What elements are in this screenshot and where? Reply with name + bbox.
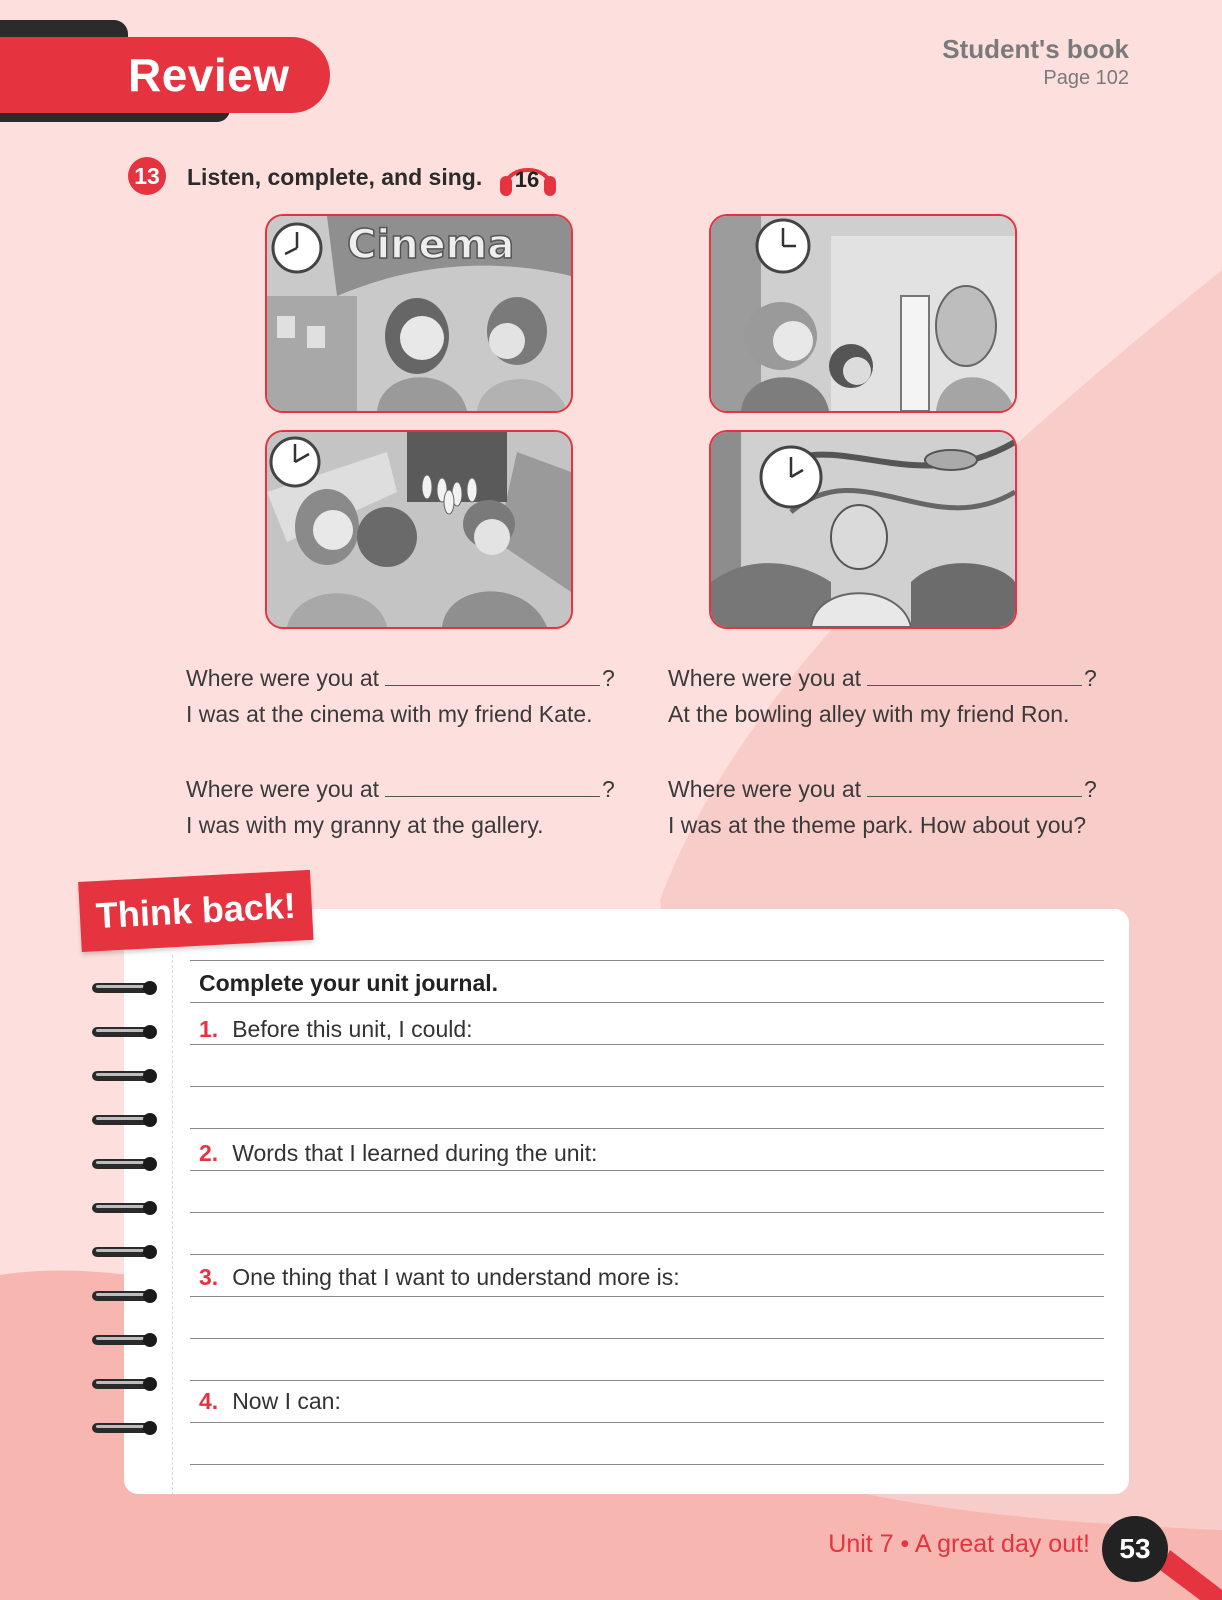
cinema-sign: Cinema: [347, 222, 515, 268]
journal-ruled-line[interactable]: [190, 1296, 1104, 1297]
journal-item-2: 2. Words that I learned during the unit:: [199, 1140, 598, 1166]
exercise-number: 13: [128, 157, 166, 195]
binding-ring-icon: [92, 1200, 158, 1216]
journal-ruled-line[interactable]: [190, 1212, 1104, 1213]
journal-ruled-line[interactable]: [190, 1422, 1104, 1423]
question-1: Where were you at ? I was at the cinema with my friend Kate.: [186, 660, 615, 732]
question-4: Where were you at ? I was at the theme park. How about you?: [668, 771, 1097, 843]
journal-item-4: 4. Now I can:: [199, 1388, 341, 1414]
question-3: Where were you at ? I was with my granny at the gallery.: [186, 771, 615, 843]
journal-ruled-line[interactable]: [190, 1128, 1104, 1129]
section-title: Review: [128, 49, 290, 101]
answer-blank[interactable]: [867, 774, 1082, 797]
bowling-picture: [265, 430, 573, 629]
page-ref: Page 102: [1043, 67, 1129, 89]
binding-ring-icon: [92, 1376, 158, 1392]
journal-ruled-line[interactable]: [190, 960, 1104, 961]
binding-ring-icon: [92, 1156, 158, 1172]
book-name: Student's book: [942, 34, 1129, 64]
binding-ring-icon: [92, 1332, 158, 1348]
question-prompt: Where were you at: [668, 665, 862, 691]
journal-ruled-line[interactable]: [190, 1044, 1104, 1045]
unit-footer: Unit 7 • A great day out!: [828, 1530, 1090, 1558]
binding-ring-icon: [92, 1420, 158, 1436]
question-prompt: Where were you at: [668, 776, 862, 802]
corner-stripe: [1160, 1540, 1222, 1600]
binding-ring-icon: [92, 1024, 158, 1040]
exercise-instruction: Listen, complete, and sing.: [187, 164, 483, 190]
review-tab: [0, 37, 330, 113]
answer-blank[interactable]: [385, 774, 600, 797]
answer-line: At the bowling alley with my friend Ron.: [668, 701, 1070, 727]
journal-item-1: 1. Before this unit, I could:: [199, 1016, 473, 1042]
binding-ring-icon: [92, 1244, 158, 1260]
journal-ruled-line[interactable]: [190, 1170, 1104, 1171]
binding-ring-icon: [92, 980, 158, 996]
answer-line: I was at the theme park. How about you?: [668, 812, 1087, 838]
answer-line: I was with my granny at the gallery.: [186, 812, 544, 838]
audio-track-number: 16: [514, 167, 540, 192]
answer-line: I was at the cinema with my friend Kate.: [186, 701, 593, 727]
answer-blank[interactable]: [867, 663, 1082, 686]
question-prompt: Where were you at: [186, 776, 380, 802]
journal-ruled-line[interactable]: [190, 1002, 1104, 1003]
binding-ring-icon: [92, 1112, 158, 1128]
journal-ruled-line[interactable]: [190, 1254, 1104, 1255]
question-prompt: Where were you at: [186, 665, 380, 691]
binding-ring-icon: [92, 1288, 158, 1304]
book-reference: [942, 34, 1129, 90]
journal-ruled-line[interactable]: [190, 1464, 1104, 1465]
journal-ruled-line[interactable]: [190, 1086, 1104, 1087]
journal-ruled-line[interactable]: [190, 1338, 1104, 1339]
journal-margin-line: [172, 955, 173, 1495]
question-2: Where were you at ? At the bowling alley with my friend Ron.: [668, 660, 1097, 732]
answer-blank[interactable]: [385, 663, 600, 686]
journal-item-3: 3. One thing that I want to understand more is:: [199, 1264, 680, 1290]
theme-park-picture: [709, 430, 1017, 629]
cinema-picture: [265, 214, 573, 413]
page-number: 53: [1102, 1516, 1168, 1582]
binding-ring-icon: [92, 1068, 158, 1084]
think-back-label: Think back!: [78, 870, 313, 952]
journal-heading: Complete your unit journal.: [199, 970, 499, 996]
journal-ruled-line[interactable]: [190, 1380, 1104, 1381]
gallery-picture: [709, 214, 1017, 413]
